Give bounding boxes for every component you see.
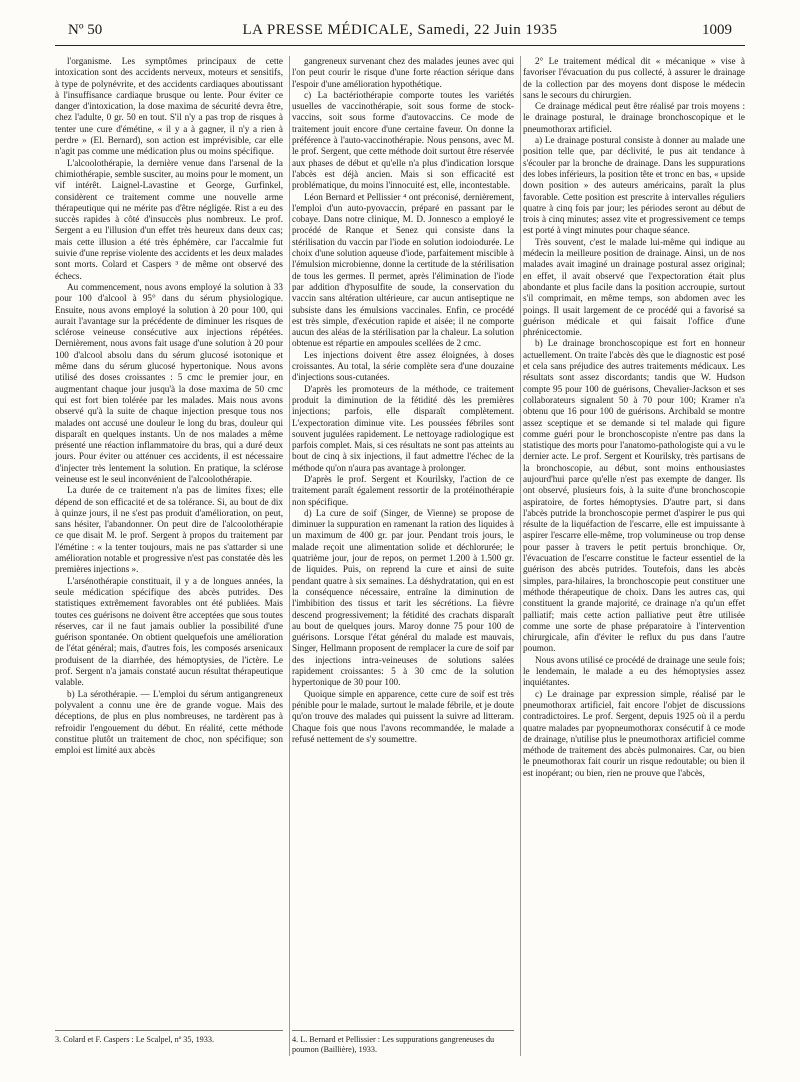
paragraph: c) Le drainage par expression simple, réalisé par le pneumothorax artificiel, fait encore l'objet de discussions contradictoires. Le prof. Sergent, depuis 1925 où il a perdu quatre malades par pyopneumothorax consécutif à ce mode de drainage, n'utilise plus le pneumothorax artificiel comme méthode de traitement des abcès pulmonaires. Car, ou bien le pneumothorax fait courir un risque redoutable; ou bien il est inopérant; ou bien, rien ne prouve que l'abcès,	[523, 688, 745, 778]
footnote-3: 3. Colard et F. Caspers : Le Scalpel, nº 35, 1933.	[55, 1030, 283, 1045]
running-header	[68, 22, 732, 42]
journal-title: LA PRESSE MÉDICALE, Samedi, 22 Juin 1935	[242, 22, 558, 38]
paragraph: D'après le prof. Sergent et Kourilsky, l'action de ce traitement paraît également ressortir de la protéinothérapie non spécifique.	[292, 473, 514, 507]
paragraph: Léon Bernard et Pellissier ⁴ ont préconisé, dernièrement, l'emploi d'un auto-pyovaccin, préparé en passant par le cobaye. Dans notre clinique, M. D. Jonnesco a employé le procédé de Ranque et Senez qui consiste dans la stérilisation du vaccin par l'iode en solution iodoiodurée. Le choix d'une solution aqueuse d'iode, parfaitement miscible à l'émulsion microbienne, donne la certitude de la stérilisation de tous les germes. Il permet, après l'élimination de l'iode par addition d'hyposulfite de soude, la conservation du vaccin sans altération ultérieure, car aucun antiseptique ne subsiste dans les émulsions vaccinales. Enfin, ce procédé est très simple, d'exécution rapide et aisée; il ne comporte aucun des aléas de la stérilisation par la chaleur. La solution obtenue est répartie en ampoules scellées de 2 cmc.	[292, 191, 514, 349]
paragraph: L'alcoolothérapie, la dernière venue dans l'arsenal de la chimiothérapie, semble susciter, au moins pour le moment, un vif intérêt. Laignel-Lavastine et George, Gurfinkel, considèrent ce traitement comme une nouvelle arme thérapeutique qui ne mérite pas d'être négligée. Rist a eu des succès rapides à côté d'insuccès plus nombreux. Le prof. Sergent a eu l'illusion d'un effet très heureux dans deux cas; mais cette illusion a été très éphémère, car l'accalmie fut suivie d'une reprise violente des accidents et les deux malades sont morts. Colard et Caspers ³ de même ont observé des échecs.	[55, 157, 283, 281]
paragraph: Les injections doivent être assez éloignées, à doses croissantes. Au total, la série complète sera d'une douzaine d'injections sous-cutanées.	[292, 349, 514, 383]
paragraph: Ce drainage médical peut être réalisé par trois moyens : le drainage postural, le drainage bronchoscopique et le pneumothorax artificiel.	[523, 101, 745, 134]
header-rule	[55, 45, 745, 46]
paragraph: Quoique simple en apparence, cette cure de soif est très pénible pour le malade, surtout le malade fébrile, et je doute qu'on trouve des malades qui puissent la suivre ad litteram. Chaque fois que nous l'avons recommandée, le malade a refusé nettement de s'y soumettre.	[292, 688, 514, 744]
paragraph: c) La bactériothérapie comporte toutes les variétés usuelles de vaccinothérapie, soit sous forme de stock-vaccins, soit sous forme d'autovaccins. Ce mode de traitement jouit encore d'une certaine faveur. On donne la préférence à l'auto-vaccinothérapie. Nous pensons, avec M. le prof. Sergent, que cette méthode doit surtout être réservée aux phases de début et qu'elle n'a plus d'indication lorsque l'abcès est déjà ancien. Mais si son efficacité est problématique, du moins l'innocuité est, elle, incontestable.	[292, 89, 514, 191]
column-1	[55, 56, 290, 1056]
paragraph: a) Le drainage postural consiste à donner au malade une position telle que, par déclivité, le pus ait tendance à s'écouler par la bronche de drainage. Dans les suppurations des lobes inférieurs, la position tête et tronc en bas, « upside down position » des auteurs américains, paraît la plus favorable. Cette position est prescrite à intervalles réguliers quatre à cinq fois par jour; les périodes seront au début de trois à cinq minutes; assez vite et progressivement ce temps est porté à vingt minutes pour chaque séance.	[523, 135, 745, 236]
paragraph: b) Le drainage bronchoscopique est fort en honneur actuellement. On traite l'abcès dès que le diagnostic est posé et cela sans préjudice des autres traitements médicaux. Les résultats sont assez discordants; tandis que W. Hudson compte 95 pour 100 de guérisons, Chevalier-Jackson et ses collaborateurs signalent 50 à 70 pour 100; Kramer n'a obtenu que 16 pour 100 de guérisons. Archibald se montre assez sceptique et se demande si tel malade qui figure comme guéri pour le bronchoscopiste n'entre pas dans la statistique des morts pour l'anatomo-pathologiste qui a vu le dernier acte. Le prof. Sergent et Kourilsky, très partisans de la bronchoscopie, au début, sont moins enthousiastes aujourd'hui parce qu'elle n'est pas exempte de danger. Ils ont observé, plusieurs fois, à la suite d'une bronchoscopie aspiratoire, de fortes hémoptysies. D'autre part, si dans l'abcès putride la bronchoscopie permet d'aspirer le pus qui résulte de la liquéfaction de l'escarre, elle est impuissante à aspirer l'escarre elle-même, trop volumineuse ou trop dense pour passer à travers le petit pertuis bronchique. Or, l'évacuation de l'escarre constitue le facteur essentiel de la guérison des abcès putrides. Toutefois, dans les abcès simples, para-hilaires, la bronchoscopie peut constituer une méthode thérapeutique de choix. Dans les autres cas, qui constituent la grande majorité, ce drainage n'a qu'un effet palliatif; mais cette action palliative peut être utilisée comme une sorte de phase préparatoire à l'intervention chirurgicale, afin d'éviter le reflux du pus dans l'autre poumon.	[523, 338, 745, 654]
paragraph: Très souvent, c'est le malade lui-même qui indique au médecin la meilleure position de drainage. Ainsi, un de nos malades avait imaginé un drainage postural assez original; en effet, il avait observé que l'expectoration était plus abondante et plus facile dans la position accroupie, surtout s'il comprimait, en même temps, son abdomen avec les poings. Il usait largement de ce procédé qui a favorisé sa guérison médicale et qui faisait l'office d'une phrénicectomie.	[523, 236, 745, 338]
paragraph: D'après les promoteurs de la méthode, ce traitement produit la diminution de la fétidité dès les premières injections; parfois, elle disparaît complètement. L'expectoration diminue vite. Les poussées fébriles sont souvent jugulées rapidement. Le nettoyage radiologique est parfois complet. Mais, si ces résultats ne sont pas atteints au bout de cinq à six injections, il faut admettre l'échec de la méthode qu'on n'aura pas avantage à prolonger.	[292, 383, 514, 473]
paragraph: La durée de ce traitement n'a pas de limites fixes; elle dépend de son efficacité et de sa tolérance. Si, au bout de dix à quinze jours, il ne s'est pas produit d'amélioration, on peut, sans hésiter, l'abandonner. On peut dire de l'alcoolothérapie ce que disait M. le prof. Sergent à propos du traitement par l'émétine : « la tenter toujours, mais ne pas s'attarder si une amélioration notable et progressive n'est pas constatée dès les premières injections ».	[55, 485, 283, 575]
column-3	[517, 56, 745, 1056]
paragraph: Au commencement, nous avons employé la solution à 33 pour 100 d'alcool à 95° dans du sérum physiologique. Ensuite, nous avons employé la solution à 20 pour 100, qui aurait l'avantage sur la précédente de diminuer les risques de sclérose veineuse consécutive aux injections répétées. Dernièrement, nous avons fait usage d'une solution à 20 pour 100 d'alcool absolu dans du sérum glucosé isotonique et même dans du sérum glucosé hypertonique. Nous avons utilisé des doses croissantes : 5 cmc le premier jour, en augmentant chaque jour jusqu'à la dose maxima de 50 cmc qui est fort bien tolérée par les malades. Mais nous avons observé qu'à la suite de chaque injection presque tous nos malades ont accusé une douleur le long du bras, douleur qui disparaît en quelques instants. Un de nos malades a même présenté une réaction inflammatoire du bras, qui a duré deux jours. Pour éviter ou atténuer ces accidents, il est nécessaire d'injecter très lentement la solution. En pratique, la sclérose veineuse est le seul inconvénient de l'alcoolothérapie.	[55, 281, 283, 484]
paragraph: Nous avons utilisé ce procédé de drainage une seule fois; le lendemain, le malade a eu des hémoptysies assez inquiétantes.	[523, 654, 745, 688]
column-2	[286, 56, 521, 1056]
page-number-right: 1009	[702, 22, 732, 38]
page-number-left: Nº 50	[68, 22, 103, 38]
paragraph: 2° Le traitement médical dit « mécanique » vise à favoriser l'évacuation du pus collecté, à assurer le drainage de la collection par des moyens dont dispose le médecin sans le secours du chirurgien.	[523, 56, 745, 100]
footnote-4: 4. L. Bernard et Pellissier : Les suppurations gangreneuses du poumon (Baillière), 1933.	[292, 1030, 514, 1055]
paragraph: gangreneux survenant chez des malades jeunes avec qui l'on peut courir le risque d'une forte réaction sérique dans l'espoir d'une amélioration hypothétique.	[292, 56, 514, 89]
paragraph: b) La sérothérapie. — L'emploi du sérum antigangreneux polyvalent a connu une ère de grande vogue. Mais des déceptions, de plus en plus nombreuses, ne tardèrent pas à refroidir l'engouement du début. En réalité, cette méthode constitue plutôt un traitement de choc, non spécifique; son emploi est limité aux abcès	[55, 688, 283, 756]
paragraph: d) La cure de soif (Singer, de Vienne) se propose de diminuer la suppuration en ramenant la ration des liquides à un maximum de 400 gr. par jour. Pendant trois jours, le malade reçoit une alimentation solide et déchlorurée; le quatrième jour, jour de repos, on permet 1.200 à 1.500 gr. de liquides. Puis, on reprend la cure et ainsi de suite pendant quatre à six semaines. La déshydratation, qui en est la conséquence nécessaire, entraîne la diminution de l'imbibition des tissus et tarit les sécrétions. La fièvre descend progressivement; la fétidité des crachats disparaît au bout de quelques jours. Maroy donne 75 pour 100 de guérisons. Lorsque l'état général du malade est mauvais, Singer, Hellmann proposent de remplacer la cure de soif par des injections intra-veineuses de solutions salées rapidement croissantes: 5 à 30 cmc de la solution hypertonique de 30 pour 100.	[292, 507, 514, 688]
paragraph: l'organisme. Les symptômes principaux de cette intoxication sont des accidents nerveux, moteurs et sensitifs, à type de polynévrite, et des accidents cardiaques aboutissant à l'insuffisance cardiaque brusque ou lente. Pour éviter ce danger d'intoxication, la dose maxima de sécurité devra être, chez l'adulte, 0 gr. 50 en tout. S'il n'y a pas trop de risques à tenter une cure d'émétine, « il y a à gagner, il n'y a rien à perdre » (El. Bernard), son action est imprévisible, car elle n'agit pas comme une médication plus ou moins spécifique.	[55, 56, 283, 157]
paragraph: L'arsénothérapie constituait, il y a de longues années, la seule médication spécifique des abcès putrides. Des statistiques extrêmement favorables ont été publiées. Mais toutes ces guérisons ne doivent être acceptées que sous toutes réserves, car il ne faut jamais oublier la possibilité d'une guérison spontanée. On obtient quelquefois une amélioration de l'état général; mais, d'autres fois, les composés arsenicaux produisent de la diarrhée, des hémoptysies, de l'ictère. Le prof. Sergent n'a jamais constaté aucun résultat thérapeutique valable.	[55, 575, 283, 688]
